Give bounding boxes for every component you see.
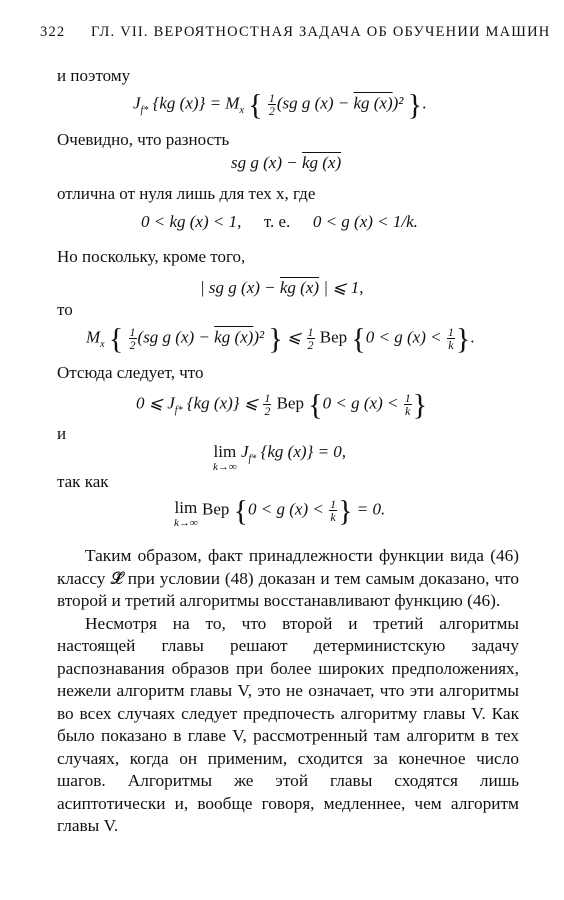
text-line-7: и: [57, 424, 67, 443]
text-line-6: Отсюда следует, что: [57, 363, 204, 382]
running-header: [40, 24, 550, 41]
formula-1: $J_{f*}$ {kg $(x)\} = M_x$ { $\frac{1}{2}$ (sg g (x) − kg (x))² }.: [133, 88, 427, 122]
formula-5: $M_x$ { $\frac{1}{2}$ (sg g (x) − kg (x))² } ⩽ $\frac{1}{2}$ Вер {0 < g (x) < $\frac{1}{k}$ }.: [86, 322, 475, 356]
text-line-1: и поэтому: [57, 66, 131, 85]
formula-6: 0 ⩽ $J_{f*}$ {kg (x)} ⩽ $\frac{1}{2}$ Вер {0 < g (x) < $\frac{1}{k}$ }: [136, 388, 428, 422]
formula-8: lim k→∞ Вер {0 < g (x) < $\frac{1}{k}$ } = 0.: [174, 494, 386, 529]
text-line-3: отлична от нуля лишь для тех x, где: [57, 184, 316, 203]
body-text: [57, 545, 519, 838]
formula-2: sg g (x) − kg (x): [231, 153, 342, 172]
formula-3: 0 < kg (x) < 1, т. е. 0 < g (x) < 1/k.: [141, 212, 418, 231]
page-number: 322: [40, 24, 66, 40]
paragraph-1: Таким образом, факт принадлежности функции вида (46) классу 𝓛̃ при условии (48) доказан и тем самым доказано, что второй и третий алгоритмы восстанавливают функцию (46).: [57, 546, 519, 610]
formula-7: lim k→∞ $J_{f*}$ {kg (x)} = 0,: [213, 442, 347, 473]
text-line-2: Очевидно, что разность: [57, 130, 230, 149]
formula-4: | sg g (x) − kg (x) | ⩽ 1,: [200, 278, 364, 297]
text-line-8: так как: [57, 472, 109, 491]
paragraph-2: Несмотря на то, что второй и третий алгоритмы настоящей главы решают детерминистскую задачу распознавания образов при более широких предположениях, нежели алгоритм главы V, это не означает, что эти алгоритмы во всех случаях следует предпочесть алгоритму главы V. Как было показано в главе V, рассмотренный там алгоритм в тех случаях, когда он применим, сходится за конечное число шагов. Алгоритмы же этой главы сходятся лишь асиптотически и, вообще говоря, медленнее, чем алгоритм главы V.: [57, 613, 519, 835]
text-line-4: Но поскольку, кроме того,: [57, 247, 246, 266]
chapter-title: ГЛ. VII. ВЕРОЯТНОСТНАЯ ЗАДАЧА ОБ ОБУЧЕНИИ МАШИН: [91, 24, 551, 40]
text-line-5: то: [57, 300, 73, 319]
